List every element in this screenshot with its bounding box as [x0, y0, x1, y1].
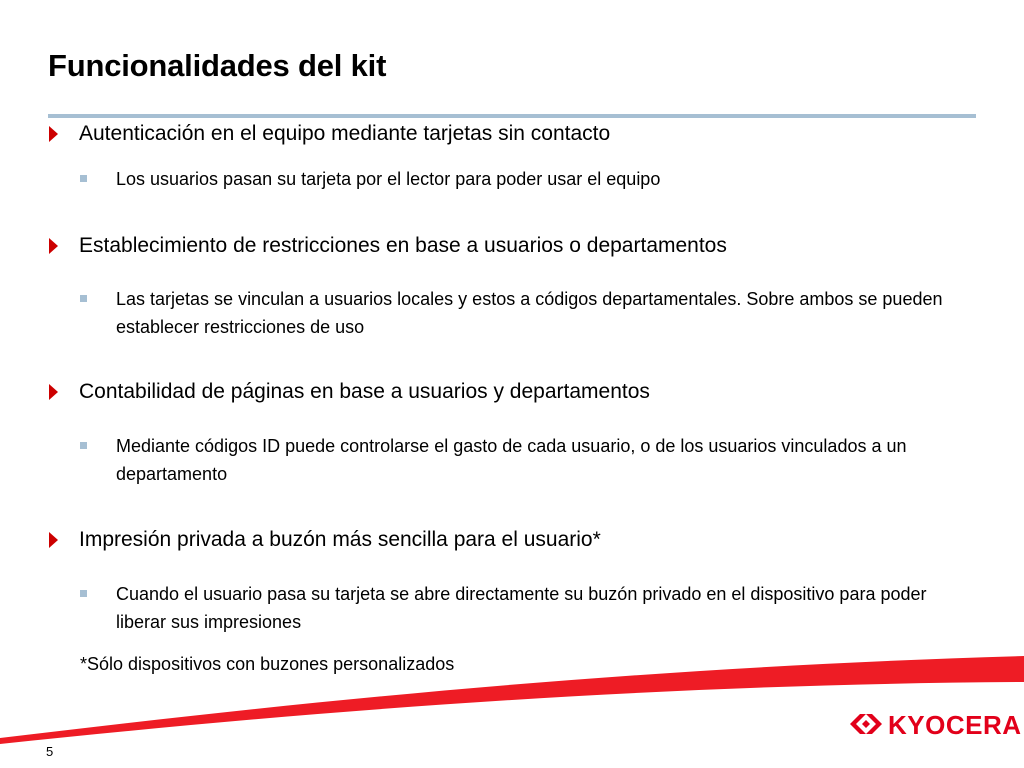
square-bullet-icon	[80, 442, 87, 449]
sub-bullet-text: Cuando el usuario pasa su tarjeta se abre directamente su buzón privado en el dispositivo para poder liberar sus impresiones	[116, 584, 927, 632]
logo-text: KYOCERA	[888, 710, 1022, 740]
arrow-bullet-icon	[49, 238, 58, 254]
slide-title: Funcionalidades del kit	[48, 48, 387, 83]
square-bullet-icon	[80, 295, 87, 302]
sub-bullet-text: Las tarjetas se vinculan a usuarios locales y estos a códigos departamentales. Sobre ambos se pueden establecer restricciones de uso	[116, 289, 943, 337]
arrow-bullet-icon	[49, 532, 58, 548]
sub-bullet-text: Mediante códigos ID puede controlarse el gasto de cada usuario, o de los usuarios vinculados a un departamento	[116, 436, 907, 484]
arrow-bullet-icon	[49, 126, 58, 142]
bullet-text: Impresión privada a buzón más sencilla para el usuario*	[79, 528, 601, 551]
page-number: 5	[46, 744, 54, 759]
kyocera-logo	[848, 706, 1022, 742]
bullet-text: Autenticación en el equipo mediante tarjetas sin contacto	[79, 122, 611, 145]
bullet-text: Contabilidad de páginas en base a usuarios y departamentos	[79, 380, 650, 403]
square-bullet-icon	[80, 590, 87, 597]
footnote: *Sólo dispositivos con buzones personalizados	[80, 654, 455, 674]
arrow-bullet-icon	[49, 384, 58, 400]
sub-bullet-text: Los usuarios pasan su tarjeta por el lector para poder usar el equipo	[116, 169, 661, 189]
bullet-text: Establecimiento de restricciones en base a usuarios o departamentos	[79, 234, 727, 257]
title-divider	[48, 114, 976, 118]
square-bullet-icon	[80, 175, 87, 182]
